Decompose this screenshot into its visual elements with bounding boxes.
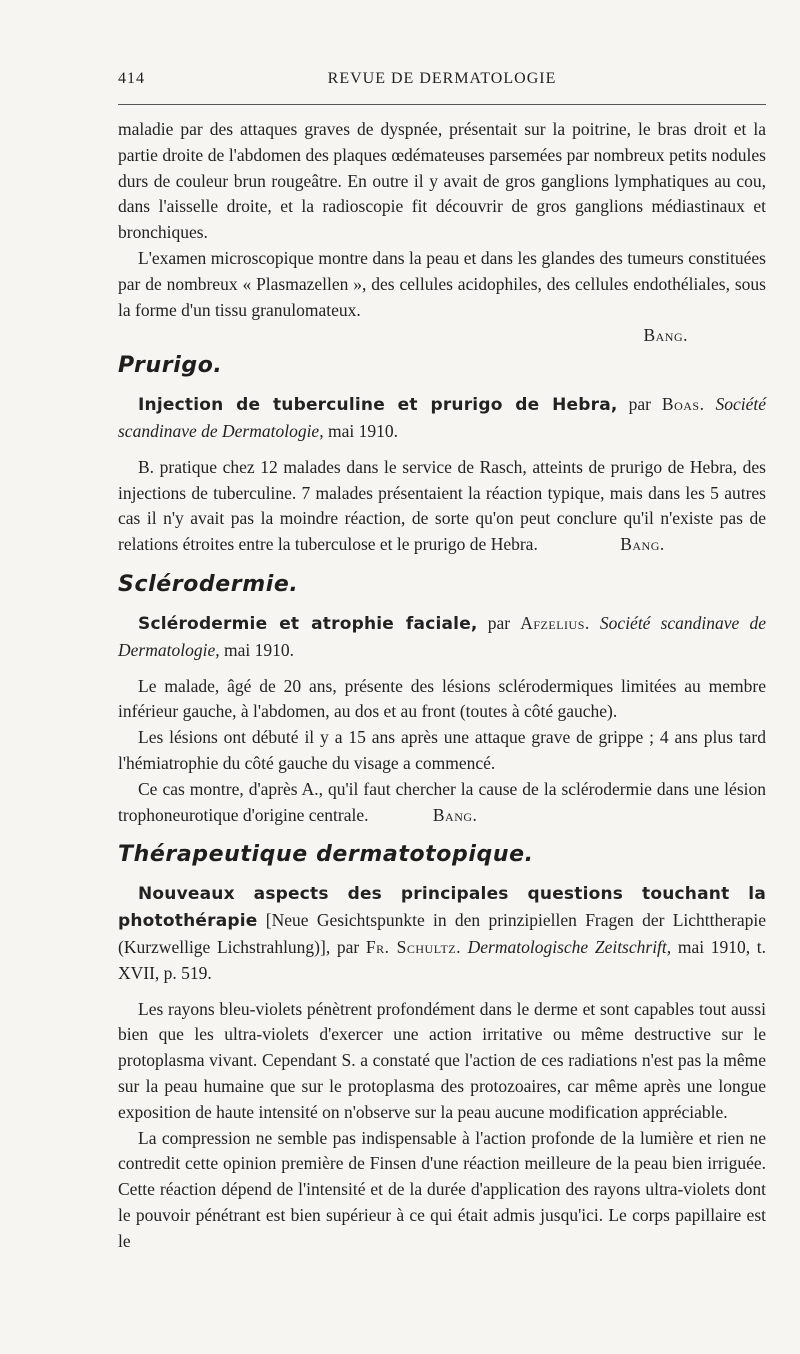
article-title: Nouveaux aspects des principales questions touchant la photothérapie [118,884,766,932]
paragraph: Les lésions ont débuté il y a 15 ans après une attaque grave de grippe ; 4 ans plus tard l'hémiatrophie du côté gauche du visage a commencé. [118,727,766,773]
signature: Bang. [432,804,478,825]
article-author: Boas. [661,394,705,415]
article-date: mai 1910. [323,420,398,441]
spacer [118,445,766,455]
paragraph-intro-1: maladie par des attaques graves de dyspnée, présentait sur la poitrine, le bras droit et la partie droite de l'abdomen des plaques œdémateuses parsemées par nombreux petits nodules durs de couleur brun rougeâtre. En outre il y avait de gros ganglions lymphatiques au cou, dans l'aisselle droite, et la radioscopie fit découvrir de gros ganglions médiastinaux et bronchiques. [118,119,766,243]
signature: Bang. [620,534,665,555]
article-citation-sclerodermie: Sclérodermie et atrophie faciale, par Afzelius. Société scandinave de Dermatologie, mai 1910. [118,612,766,660]
page-number: 414 [118,70,145,87]
spacer [118,558,766,568]
article-source: Société scandinave de Dermatologie, [118,612,766,660]
paragraph: Les rayons bleu-violets pénètrent profondément dans le derme et sont capables tout aussi bien que les ultra-violets d'exercer une action irritative ou même destructive sur le protoplasma vivant. Cependant S. a constaté que l'action de ces radiations n'est pas la même sur la peau humaine que sur le protoplasma des protozoaires, car même après une longue exposition de haute intensité on n'observe sur la peau aucune modification appréciable. [118,998,766,1122]
paragraph: La compression ne semble pas indispensable à l'action profonde de la lumière et rien ne contredit cette opinion première de Finsen d'une réaction meilleure de la peau bien irriguée. Cette réaction dépend de l'intensité et de la durée d'application des rayons ultra-violets dont le pouvoir pénétrant est bien supérieur à ce qui était admis jusqu'ici. Le corps papillaire est le [118,1127,766,1251]
article-source: Dermatologische Zeitschrift, [460,936,672,957]
signature: Bang. [643,325,688,346]
section-heading-prurigo: Prurigo. [118,353,223,379]
article-citation-therapeutique: Nouveaux aspects des principales questions touchant la photothérapie [Neue Gesichtspunkte in den prinzipiellen Fragen der Lichttherapie (Kurzwellige Lichstrahlung)], par Fr. Schultz. Dermatologische Zeitschrift, mai 1910, t. XVII, p. 519. [118,884,766,983]
article-source: Société scandinave de Dermatologie, [118,394,766,441]
journal-title: REVUE DE DERMATOLOGIE [327,70,557,87]
paragraph: B. pratique chez 12 malades dans le service de Rasch, atteints de prurigo de Hebra, des injections de tuberculine. 7 malades présentaient la réaction typique, mais dans les 5 autres cas il n'y avait pas la moindre réaction, de sorte qu'on peut conclure qu'il n'existe pas de relations étroites entre la tuberculose et le prurigo de Hebra. Bang. [118,456,766,555]
paragraph-intro-2: L'examen microscopique montre dans la peau et dans les glandes des tumeurs constituées par de nombreux « Plasmazellen », des cellules acidophiles, des cellules endothéliales, sous la forme d'un tissu granulomateux. [118,247,766,320]
article-author: Fr. Schultz. [365,936,461,957]
paragraph: Ce cas montre, d'après A., qu'il faut chercher la cause de la sclérodermie dans une lésion trophoneurotique d'origine centrale. Bang. [118,778,766,825]
spacer [118,987,766,997]
spacer [118,828,766,838]
article-body [118,117,766,1254]
running-header [118,70,766,94]
section-heading-therapeutique: Thérapeutique dermatotopique. [118,842,534,868]
section-heading-sclerodermie: Sclérodermie. [118,571,299,597]
article-date: mai 1910. [219,639,294,660]
article-date: mai 1910, t. XVII, p. 519. [118,936,766,983]
spacer [118,664,766,674]
paragraph: Le malade, âgé de 20 ans, présente des lésions sclérodermiques limitées au membre inférieur gauche, à l'abdomen, au dos et au front (toutes à côté gauche). [118,675,766,722]
article-author: Afzelius. [520,612,590,633]
article-title: Sclérodermie et atrophie faciale, [138,613,478,634]
article-citation-prurigo: Injection de tuberculine et prurigo de Hebra, par Boas. Société scandinave de Dermatologie, mai 1910. [118,394,766,441]
header-rule [118,104,766,105]
article-title: Injection de tuberculine et prurigo de Hebra, [138,395,618,416]
